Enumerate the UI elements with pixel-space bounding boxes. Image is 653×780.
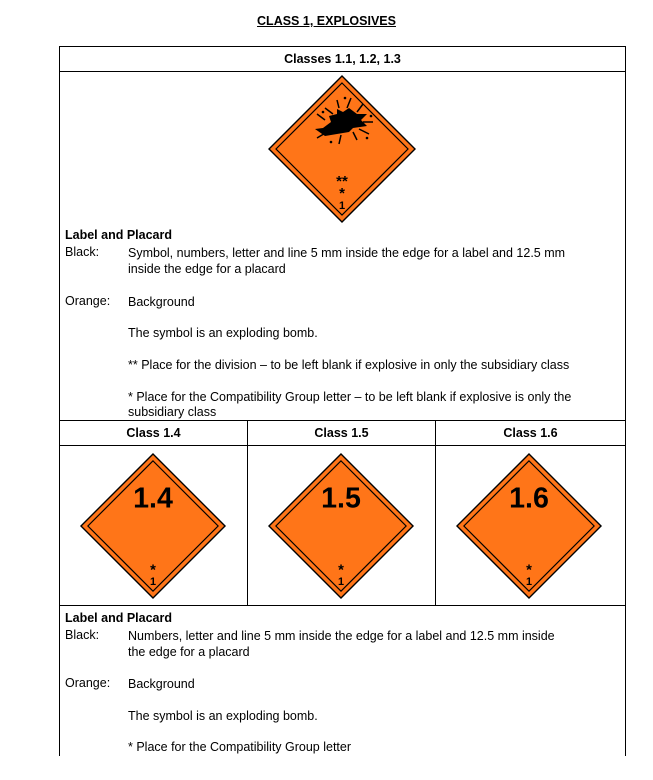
orange-label-2: Orange: (65, 676, 111, 690)
division-number: 1.6 (509, 482, 549, 515)
division-number: 1.4 (133, 482, 173, 515)
section-divider (59, 420, 626, 421)
division-number: 1.5 (321, 482, 361, 515)
division-note: ** Place for the division – to be left blank if explosive in only the subsidiary class (128, 358, 570, 372)
compatibility-placeholder: * (526, 562, 532, 579)
explosive-label-1-1 (267, 74, 417, 224)
black-description-line2: inside the edge for a placard (128, 262, 286, 276)
class-1-6-heading: Class 1.6 (503, 426, 558, 440)
class-number: 1 (149, 576, 157, 589)
black-label: Black: (65, 245, 100, 259)
explosive-label-1-4 (79, 452, 227, 600)
page-title: CLASS 1, EXPLOSIVES (257, 14, 396, 28)
section-heading-main: Classes 1.1, 1.2, 1.3 (284, 52, 401, 66)
compatibility-note-line1: * Place for the Compatibility Group letter – to be left blank if explosive is only the (128, 390, 572, 404)
orange-label: Orange: (65, 294, 111, 308)
symbol-description-2: The symbol is an exploding bomb. (128, 709, 318, 723)
explosive-label-1-5 (267, 452, 415, 600)
explosive-label-1-6 (455, 452, 603, 600)
header-divider (59, 71, 626, 72)
compatibility-placeholder: * (338, 562, 344, 579)
subclass-header-divider (59, 445, 626, 446)
class-number: 1 (337, 576, 345, 589)
black-description-2-line2: the edge for a placard (128, 645, 250, 659)
black-description-line1: Symbol, numbers, letter and line 5 mm inside the edge for a label and 12.5 mm (128, 246, 566, 260)
class-number: 1 (338, 200, 346, 212)
class-1-5-heading: Class 1.5 (314, 426, 369, 440)
black-description-2-line1: Numbers, letter and line 5 mm inside the edge for a label and 12.5 mm inside (128, 629, 555, 643)
class-number: 1 (525, 576, 533, 589)
compatibility-note-line2: subsidiary class (128, 405, 217, 419)
orange-description-2: Background (128, 677, 195, 691)
black-label-2: Black: (65, 628, 100, 642)
column-divider-1 (247, 420, 248, 605)
compatibility-placeholder: * (150, 562, 156, 579)
label-placard-heading: Label and Placard (65, 228, 172, 242)
table-left-border (59, 46, 60, 756)
orange-description: Background (128, 295, 195, 309)
compatibility-placeholder: * (339, 185, 345, 202)
column-divider-2 (435, 420, 436, 605)
symbol-description: The symbol is an exploding bomb. (128, 326, 318, 340)
subclass-bottom-divider (59, 605, 626, 606)
label-placard-heading-2: Label and Placard (65, 611, 172, 625)
division-placeholder: ** (336, 173, 348, 190)
class-1-4-heading: Class 1.4 (126, 426, 181, 440)
table-top-border (59, 46, 626, 47)
compatibility-note-2: * Place for the Compatibility Group letter (128, 740, 352, 754)
